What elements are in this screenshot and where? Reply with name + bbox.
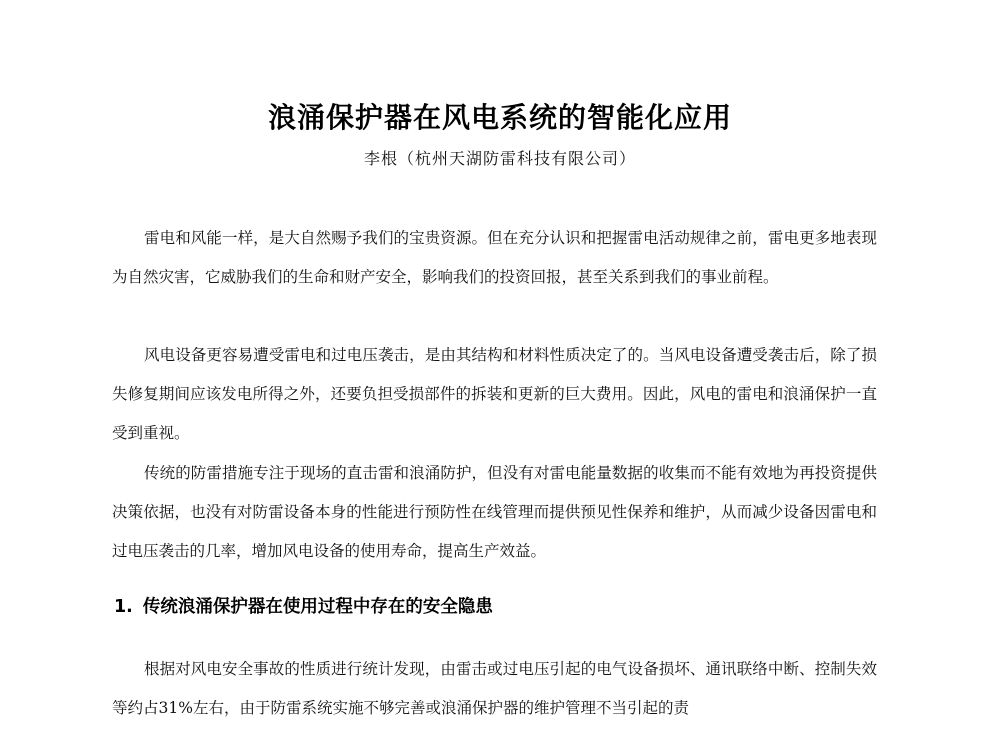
section-number: 1. [114, 597, 133, 617]
section-paragraph-1: 根据对风电安全事故的性质进行统计发现，由雷击或过电压引起的电气设备损坏、通讯联络中断、控制失效等约占31%左右，由于防雷系统实施不够完善或浪涌保护器的维护管理不当引起的责 [112, 660, 877, 717]
section-heading-text: 传统浪涌保护器在使用过程中存在的安全隐患 [142, 597, 493, 617]
document-author: 李根（杭州天湖防雷科技有限公司） [363, 149, 636, 168]
body-paragraph-1: 雷电和风能一样，是大自然赐予我们的宝贵资源。但在充分认识和把握雷电活动规律之前，雷电更多地表现为自然灾害，它威胁我们的生命和财产安全，影响我们的投资回报，甚至关系到我们的事业前程。 [112, 229, 877, 286]
body-paragraph-3: 传统的防雷措施专注于现场的直击雷和浪涌防护，但没有对雷电能量数据的收集而不能有效地为再投资提供决策依据，也没有对防雷设备本身的性能进行预防性在线管理而提供预见性保养和维护，从而减少设备因雷电和过电压袭击的几率，增加风电设备的使用寿命，提高生产效益。 [112, 464, 877, 560]
document-title: 浪涌保护器在风电系统的智能化应用 [267, 101, 732, 134]
body-paragraph-2: 风电设备更容易遭受雷电和过电压袭击，是由其结构和材料性质决定了的。当风电设备遭受袭击后，除了损失修复期间应该发电所得之外，还要负担受损部件的拆装和更新的巨大费用。因此，风电的雷电和浪涌保护一直受到重视。 [112, 346, 877, 442]
section-heading [114, 593, 493, 618]
